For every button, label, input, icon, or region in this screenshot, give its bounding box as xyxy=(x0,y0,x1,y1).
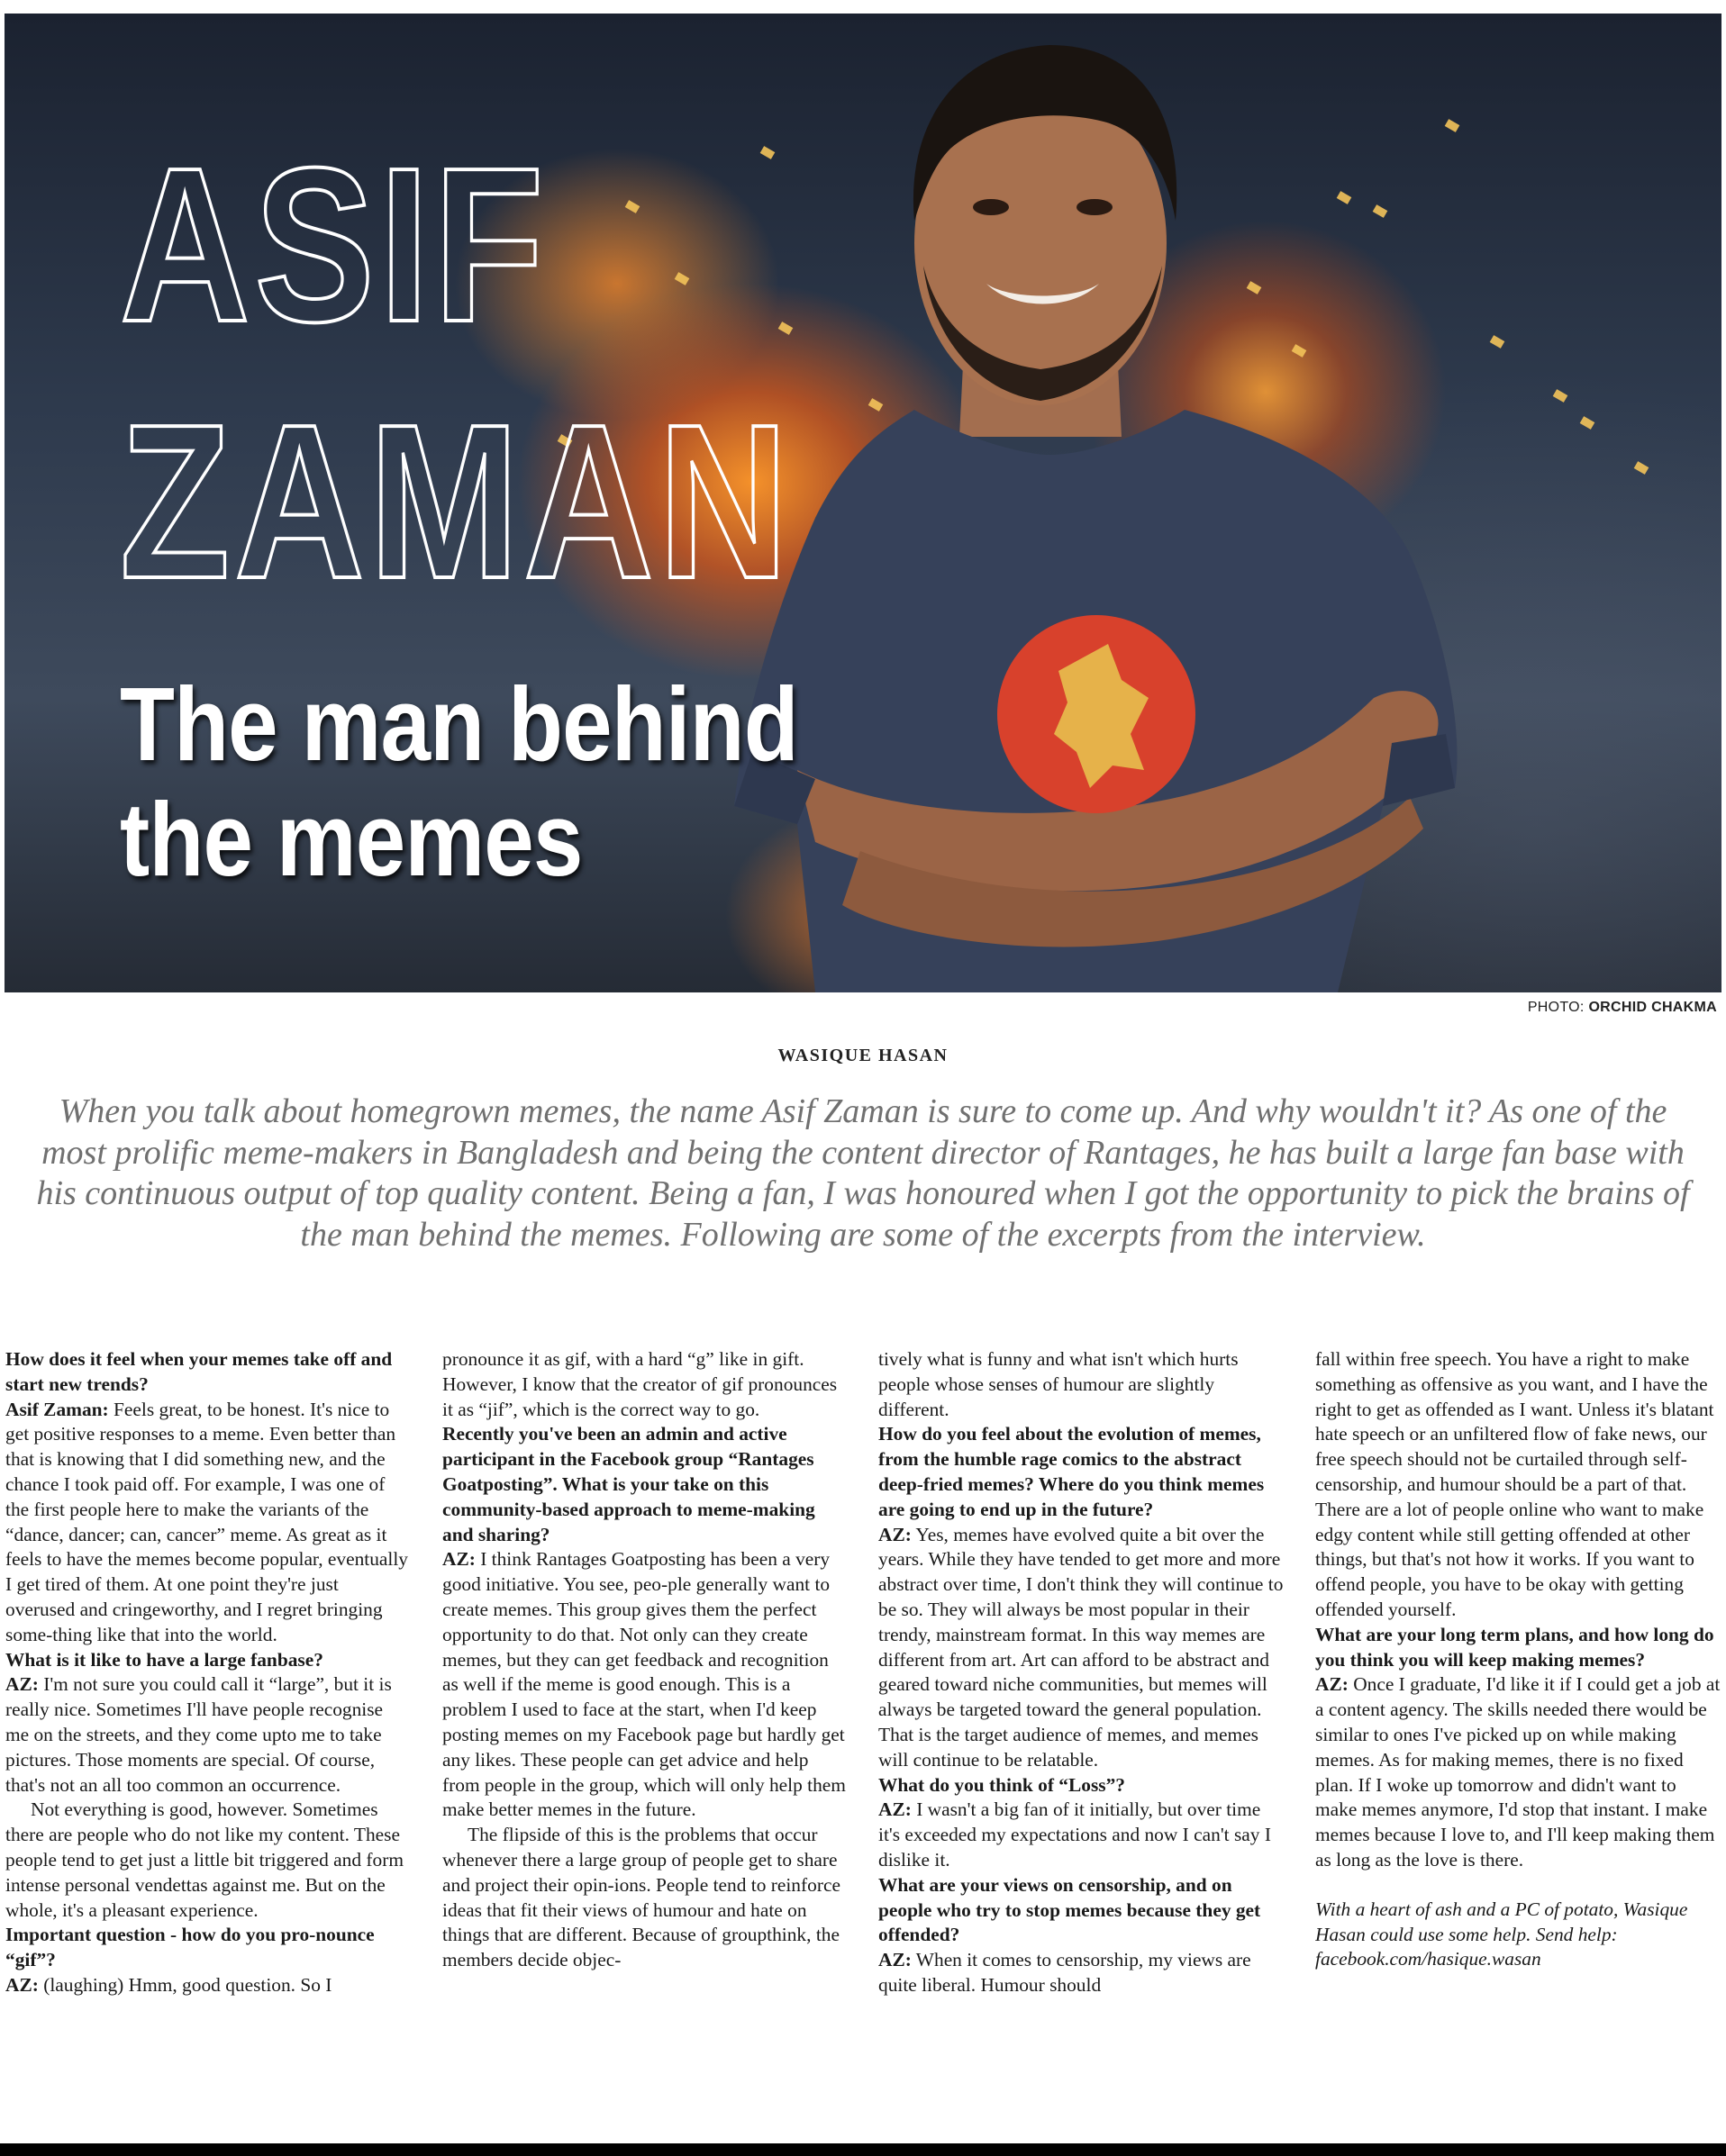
answer-continued: Not everything is good, however. Sometimes there are people who do not like my content. These people tend to get just a little bit triggered and form intense personal vendettas against me. But on the whole, it's a pleasant experience. xyxy=(5,1798,404,1921)
speaker-label: AZ: xyxy=(442,1548,476,1571)
speaker-label: AZ: xyxy=(5,1673,39,1696)
answer-body: Feels great, to be honest. It's nice to get positive responses to a meme. Even better than that is knowing that I did something new, and the chance I took paid off. For example, I was one of the first people here to make the variants of the “dance, dancer; can, cancer” meme. As great as it feels to have the memes become popular, eventually I get tired of them. At one point they're just overused and cringeworthy, and I regret bringing some-thing like that into the world. xyxy=(5,1398,408,1645)
photo-credit-name: ORCHID CHAKMA xyxy=(1588,1000,1717,1015)
answer-text xyxy=(878,1523,1284,1773)
answer-continued: tively what is funny and what isn't which hurts people whose senses of humour are slightly different. xyxy=(878,1348,1239,1420)
article-column-3 xyxy=(878,1347,1284,2140)
answer-text xyxy=(878,1798,1284,1872)
answer-text xyxy=(5,1672,411,1798)
question-text: How do you feel about the evolution of memes, from the humble rage comics to the abstract deep-fried memes? Where do you think memes are going to end up in the future? xyxy=(878,1423,1265,1520)
hero-subtitle xyxy=(120,666,798,897)
article-column-1 xyxy=(5,1347,411,2140)
hero-subtitle-line2: the memes xyxy=(120,781,583,898)
speaker-label: AZ: xyxy=(878,1798,912,1821)
speaker-label: AZ: xyxy=(878,1523,912,1545)
photo-credit-prefix: PHOTO: xyxy=(1527,1000,1585,1015)
answer-body: When it comes to censorship, my views are quite liberal. Humour should xyxy=(878,1949,1251,1996)
answer-body: (laughing) Hmm, good question. So I xyxy=(38,1973,332,1996)
answer-body: I wasn't a big fan of it initially, but over time it's exceeded my expectations and now I can't say I dislike it. xyxy=(878,1798,1271,1871)
article-column-2 xyxy=(442,1347,848,2140)
author-signature: With a heart of ash and a PC of potato, Wasique Hasan could use some help. Send help: facebook.com/hasique.wasan xyxy=(1315,1898,1688,1970)
question-text: How does it feel when your memes take off and start new trends? xyxy=(5,1348,393,1395)
article-column-4 xyxy=(1315,1347,1722,2140)
answer-continued: pronounce it as gif, with a hard “g” like in gift. However, I know that the creator of gif pronounces it as “jif”, which is the correct way to go. xyxy=(442,1348,838,1420)
answer-text xyxy=(1315,1672,1722,1872)
photo-credit xyxy=(1528,1000,1717,1016)
question-text: What are your long term plans, and how long do you think you will keep making memes? xyxy=(1315,1623,1714,1671)
answer-text xyxy=(442,1547,848,1823)
speaker-label: AZ: xyxy=(1315,1673,1349,1696)
answer-text xyxy=(5,1398,411,1648)
answer-text xyxy=(878,1948,1284,1998)
answer-continued: The flipside of this is the problems that occur whenever there a large group of people get to share and project their opin-ions. People tend to reinforce ideas that fit their views of humour and hate on things that are different. Because of groupthink, the members decide objec- xyxy=(442,1824,840,1971)
hero-title-line1: ASIF xyxy=(120,122,549,367)
answer-continued: fall within free speech. You have a right to make something as offensive as you want, and I have the right to get as offended as I want. Unless it's blatant hate speech or an unfiltered flow of fake news, our free speech should not be curtailed through self-censorship, and humour should be a part of that. There are a lot of people online who want to make edgy content while still getting offended at other things, but that's not how it works. If you want to offend people, you have to be okay with getting offended yourself. xyxy=(1315,1348,1714,1620)
question-text: What is it like to have a large fanbase? xyxy=(5,1648,323,1671)
answer-text xyxy=(5,1973,411,1998)
byline: WASIQUE HASAN xyxy=(777,1046,949,1065)
speaker-label: AZ: xyxy=(878,1949,912,1971)
answer-body: Yes, memes have evolved quite a bit over the years. While they have tended to get more and more abstract over time, I don't think they will continue to be so. They will always be most popular in their trendy, mainstream format. In this way memes are different from art. Art can afford to be abstract and geared toward niche communities, but memes will always be targeted toward the general population. That is the target audience of memes, and memes will continue to be relatable. xyxy=(878,1523,1284,1771)
answer-body: I think Rantages Goatposting has been a very good initiative. You see, peo-ple generally want to create memes. This group gives them the perfect opportunity to do that. Not only can they create memes, but they can get feedback and recognition as well if the meme is good enough. This is a problem I used to face at the start, when I'd keep posting memes on my Facebook page but hardly get any likes. These people can get advice and help from people in the group, which will only help them make better memes in the future. xyxy=(442,1548,846,1821)
question-text: Recently you've been an admin and active participant in the Facebook group “Rantages Goatposting”. What is your take on this community-based approach to meme-making and sharing? xyxy=(442,1423,815,1545)
question-text: What are your views on censorship, and on people who try to stop memes because they get offended? xyxy=(878,1873,1261,1946)
hero-title-line2: ZAMAN xyxy=(120,378,793,624)
hero-subtitle-line1: The man behind xyxy=(120,666,798,783)
question-text: Important question - how do you pro-nounce “gif”? xyxy=(5,1924,375,1971)
answer-body: Once I graduate, I'd like it if I could get a job at a content agency. The skills needed there would be similar to ones I've picked up on while making memes. As for making memes, there is no fixed plan. If I woke up tomorrow and didn't want to make memes anymore, I'd stop that instant. I make memes because I love to, and I'll keep making them as long as the love is there. xyxy=(1315,1673,1721,1871)
article-body xyxy=(5,1347,1726,2140)
hero-photo xyxy=(5,14,1721,992)
speaker-label: Asif Zaman: xyxy=(5,1398,109,1420)
question-text: What do you think of “Loss”? xyxy=(878,1773,1125,1796)
speaker-label: AZ: xyxy=(5,1973,39,1996)
intro-paragraph: When you talk about homegrown memes, the name Asif Zaman is sure to come up. And why wouldn't it? As one of the most prolific meme-makers in Bangladesh and being the content director of Rantages, he has built a large fan base with his continuous output of top quality content. Being a fan, I was honoured when I got the opportunity to pick the brains of the man behind the memes. Following are some of the excerpts from the interview. xyxy=(36,1092,1690,1254)
answer-body: I'm not sure you could call it “large”, but it is really nice. Sometimes I'll have people recognise me on the streets, and they come upto me to take pictures. Those moments are special. Of course, that's not an all too common an occurrence. xyxy=(5,1673,392,1796)
